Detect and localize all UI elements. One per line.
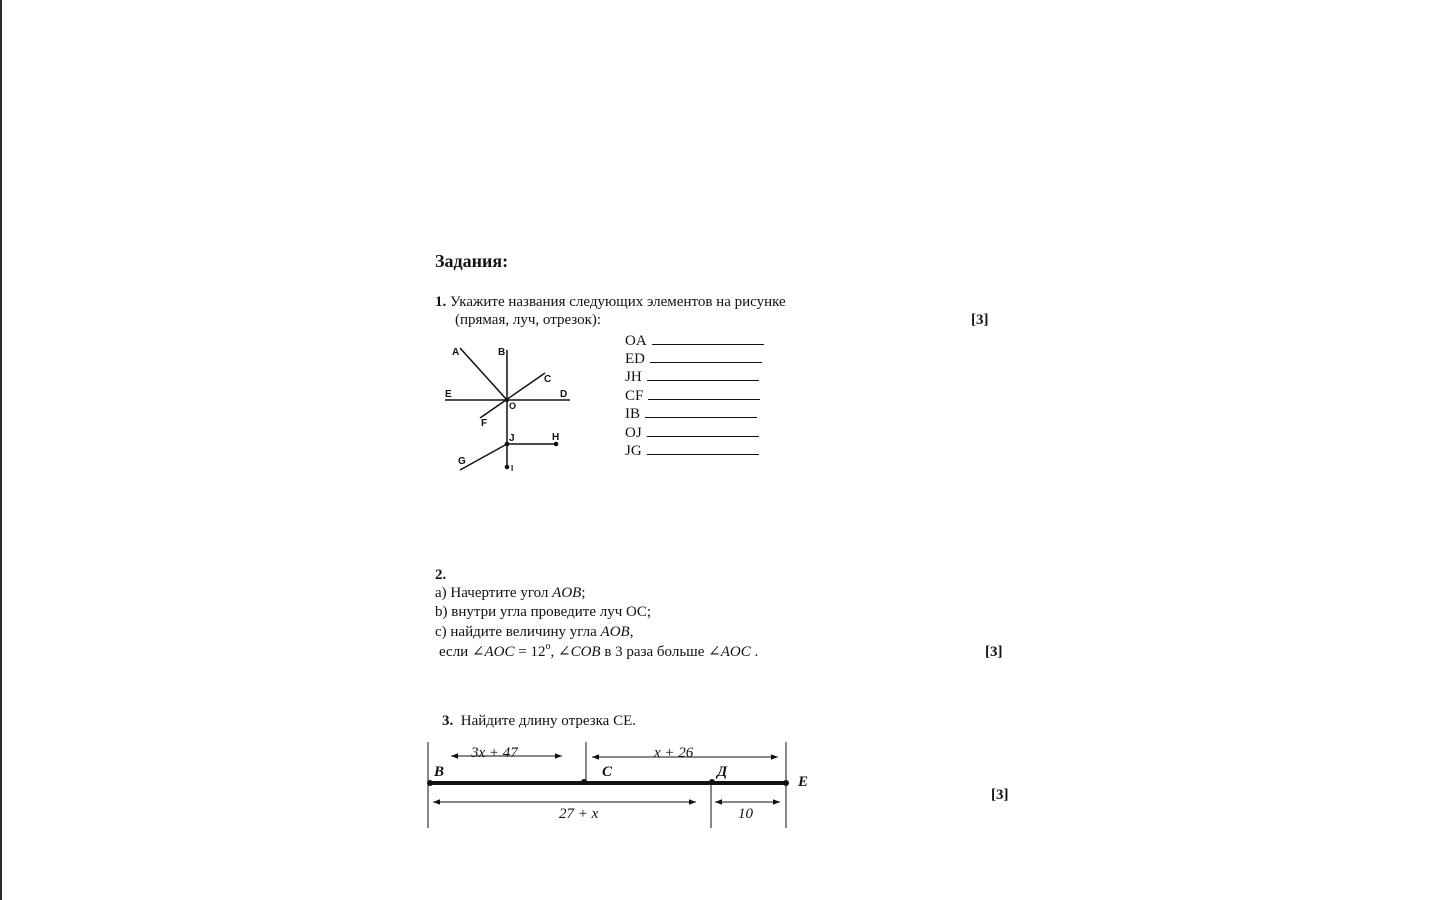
cond-angle-aoc: ∠AOC xyxy=(471,644,515,660)
label-e: E xyxy=(445,389,452,400)
dim-label-bc: 3x + 47 xyxy=(471,745,518,761)
task3-figure xyxy=(420,737,820,832)
point-label-b: B xyxy=(434,764,445,780)
answer-label: OJ xyxy=(625,425,642,441)
answer-blank[interactable] xyxy=(645,403,757,418)
cond-mid: в 3 раза больше xyxy=(600,644,709,660)
task1-line1 xyxy=(435,293,786,311)
task2-c-suffix: , xyxy=(629,624,634,640)
point-d xyxy=(709,779,715,785)
label-i: I xyxy=(511,464,514,473)
cond-end: . xyxy=(750,644,759,660)
dim-label-bd: 27 + x xyxy=(559,806,599,822)
answer-blank[interactable] xyxy=(647,366,759,381)
answer-label: JG xyxy=(625,443,642,459)
viewer-left-edge xyxy=(0,0,2,900)
answer-blank[interactable] xyxy=(647,440,759,455)
label-c: C xyxy=(544,374,552,385)
answer-row-ed xyxy=(625,348,762,368)
task3-score: [3] xyxy=(991,787,1009,803)
answer-blank[interactable] xyxy=(650,348,762,363)
label-j: J xyxy=(509,433,515,444)
cond-value: = 12 xyxy=(514,644,546,660)
answer-label: CF xyxy=(625,388,644,404)
label-o: O xyxy=(509,401,517,411)
task3-text: Найдите длину отрезка CE. xyxy=(460,713,637,729)
answer-blank[interactable] xyxy=(648,385,760,400)
label-h: H xyxy=(552,432,560,443)
task2-a-suffix: ; xyxy=(581,585,586,601)
answer-label: IB xyxy=(625,406,640,422)
point-label-c: C xyxy=(602,764,613,780)
task2-a xyxy=(435,584,586,602)
answer-row-jg xyxy=(625,440,759,460)
task2-condition xyxy=(439,643,758,661)
task2-a-angle: AOB xyxy=(552,585,582,601)
cond-comma: , xyxy=(550,644,558,660)
answer-row-oj xyxy=(625,422,759,442)
answer-label: JH xyxy=(625,369,642,385)
degree-sign: o xyxy=(545,641,551,652)
task2-c-angle: AOB xyxy=(600,624,630,640)
line-cf xyxy=(480,373,545,418)
task1-figure xyxy=(440,340,590,480)
cond-if: если xyxy=(439,644,472,660)
answer-label: OA xyxy=(625,333,647,349)
answer-label: ED xyxy=(625,351,645,367)
answer-blank[interactable] xyxy=(652,330,764,345)
task3-line xyxy=(442,712,636,730)
label-g: G xyxy=(458,456,466,467)
task2-b: b) внутри угла проведите луч OC; xyxy=(435,604,652,620)
task3-number: 3. xyxy=(442,713,454,729)
task2-c-text: c) найдите величину угла xyxy=(435,624,601,640)
answer-row-ib xyxy=(625,403,757,423)
answer-blank[interactable] xyxy=(647,422,759,437)
task1-score: [3] xyxy=(971,312,989,328)
task2-score: [3] xyxy=(985,644,1003,660)
point-label-d: Д xyxy=(717,764,728,780)
task1-number: 1. xyxy=(435,294,447,310)
task2-c xyxy=(435,623,633,641)
point-c xyxy=(581,779,587,785)
cond-angle-aoc-2: ∠AOC xyxy=(708,644,751,660)
ray-jg xyxy=(460,444,507,470)
point-i xyxy=(505,465,510,470)
answer-row-oa xyxy=(625,330,764,350)
task2-a-text: a) Начертите угол xyxy=(435,585,553,601)
task1-text: Укажите названия следующих элементов на рисунке xyxy=(450,294,786,310)
tasks-heading: Задания: xyxy=(435,251,509,271)
point-label-e: E xyxy=(798,774,809,790)
task2-number: 2. xyxy=(435,567,447,583)
label-a: A xyxy=(452,347,460,358)
task1-line2: (прямая, луч, отрезок): xyxy=(455,312,602,328)
point-e xyxy=(783,780,789,786)
cond-angle-cob: ∠COB xyxy=(558,644,601,660)
label-f: F xyxy=(481,418,488,429)
dim-label-ce: x + 26 xyxy=(654,745,694,761)
answer-row-jh xyxy=(625,366,759,386)
dim-label-de: 10 xyxy=(738,806,753,822)
answer-row-cf xyxy=(625,385,760,405)
point-b xyxy=(427,780,433,786)
label-b: B xyxy=(498,347,506,358)
label-d: D xyxy=(560,389,568,400)
